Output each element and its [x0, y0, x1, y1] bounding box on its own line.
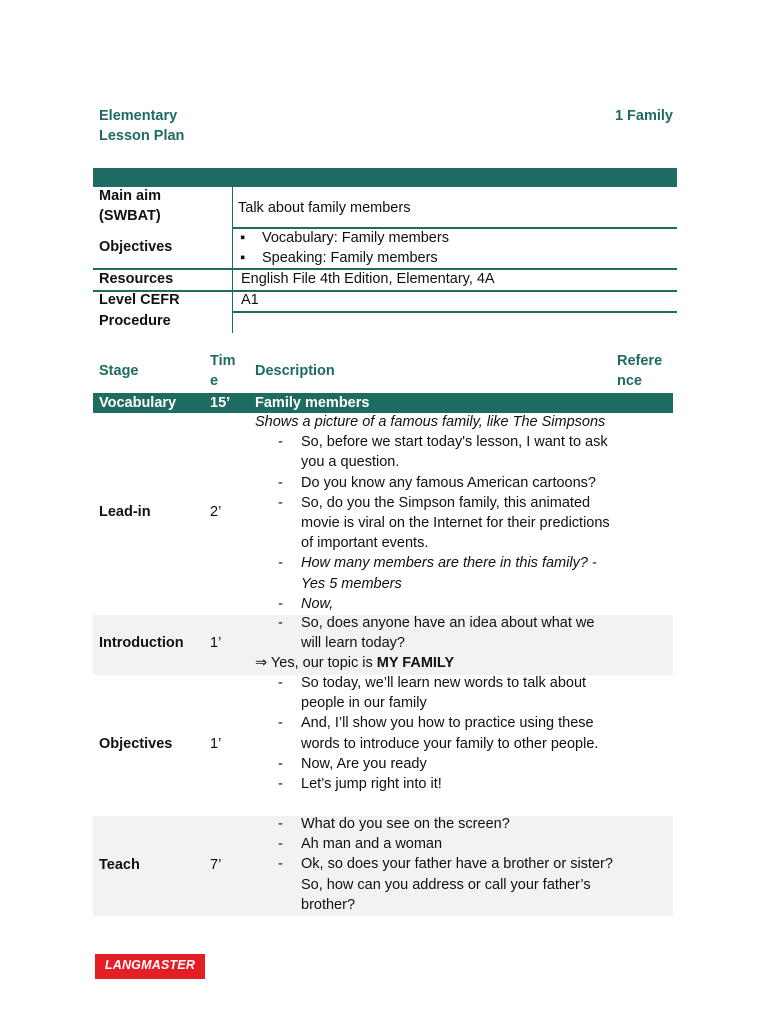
section-description: Family members — [255, 395, 370, 411]
objective-item: ▪ Vocabulary: Family members — [240, 230, 449, 246]
level-label: Level CEFR — [99, 292, 180, 308]
main-aim-row — [93, 187, 677, 227]
description — [255, 613, 615, 674]
list-item: - Now, Are you ready — [255, 754, 615, 774]
unit-title: 1 Family — [614, 108, 673, 124]
time-value: 1’ — [210, 635, 222, 651]
list-item: - Ah man and a woman — [255, 834, 615, 854]
row-introduction — [93, 615, 673, 675]
main-aim-value: Talk about family members — [238, 200, 411, 216]
section-stage: Vocabulary — [99, 395, 177, 411]
list-item: - So, before we start today's lesson, I want to ask you a question. — [255, 432, 615, 472]
langmaster-logo — [95, 954, 205, 979]
list-item: - Let’s jump right into it! — [255, 774, 615, 794]
col-description: Description — [255, 363, 335, 379]
list-item: - And, I’ll show you how to practice using these words to introduce your family to other people. — [255, 713, 615, 753]
list-item: - Now, — [255, 594, 615, 614]
stage-label: Lead-in — [99, 504, 151, 520]
objectives-label: Objectives — [99, 239, 173, 255]
list-item: - So, do you the Simpson family, this animated movie is viral on the Internet for their predictions of important events. — [255, 493, 615, 554]
list-item: - So today, we’ll learn new words to talk about people in our family — [255, 673, 615, 713]
time-value: 7’ — [210, 857, 222, 873]
level-line-1: Elementary — [99, 108, 178, 124]
stage-label: Introduction — [99, 635, 184, 651]
section-time: 15’ — [210, 395, 231, 411]
resources-row — [93, 269, 677, 290]
logo-text: LANGMASTER — [104, 958, 196, 972]
section-row-vocabulary — [93, 393, 673, 413]
time-value: 1’ — [210, 736, 222, 752]
col-reference: Refere nce — [617, 353, 663, 389]
level-row — [93, 291, 677, 311]
list-item: - Ok, so does your father have a brother or sister? So, how can you address or call your father’s brother? — [255, 854, 615, 915]
lesson-level-heading — [99, 106, 184, 146]
col-stage: Stage — [99, 363, 139, 379]
level-value: A1 — [241, 292, 259, 308]
main-aim-label: Main aim (SWBAT) — [99, 188, 162, 224]
teacher-note: Shows a picture of a famous family, like The Simpsons — [255, 414, 606, 430]
row-teach — [93, 816, 673, 916]
list-item: - What do you see on the screen? — [255, 814, 615, 834]
resources-value: English File 4th Edition, Elementary, 4A — [241, 271, 495, 287]
level-line-2: Lesson Plan — [99, 128, 185, 144]
list-item: - Do you know any famous American cartoons? — [255, 473, 615, 493]
list-item: - How many members are there in this family? - Yes 5 members — [255, 553, 615, 593]
objective-item: ▪ Speaking: Family members — [240, 250, 438, 266]
description — [255, 814, 615, 915]
objectives-list — [240, 228, 449, 268]
procedure-row — [93, 311, 677, 332]
objectives-row — [93, 228, 677, 268]
stage-label: Teach — [99, 857, 140, 873]
resources-label: Resources — [99, 271, 174, 287]
list-item: - So, does anyone have an idea about what we will learn today? — [255, 613, 615, 653]
row-lead-in — [93, 413, 673, 615]
time-value: 2’ — [210, 504, 222, 520]
procedure-label: Procedure — [99, 313, 171, 329]
topic-line: ⇒ Yes, our topic is MY FAMILY — [255, 655, 455, 672]
description — [255, 412, 615, 614]
col-time: Tim e — [210, 353, 236, 389]
description — [255, 673, 615, 794]
stage-label: Objectives — [99, 736, 173, 752]
header-bar — [93, 168, 677, 187]
row-objectives — [93, 675, 673, 816]
